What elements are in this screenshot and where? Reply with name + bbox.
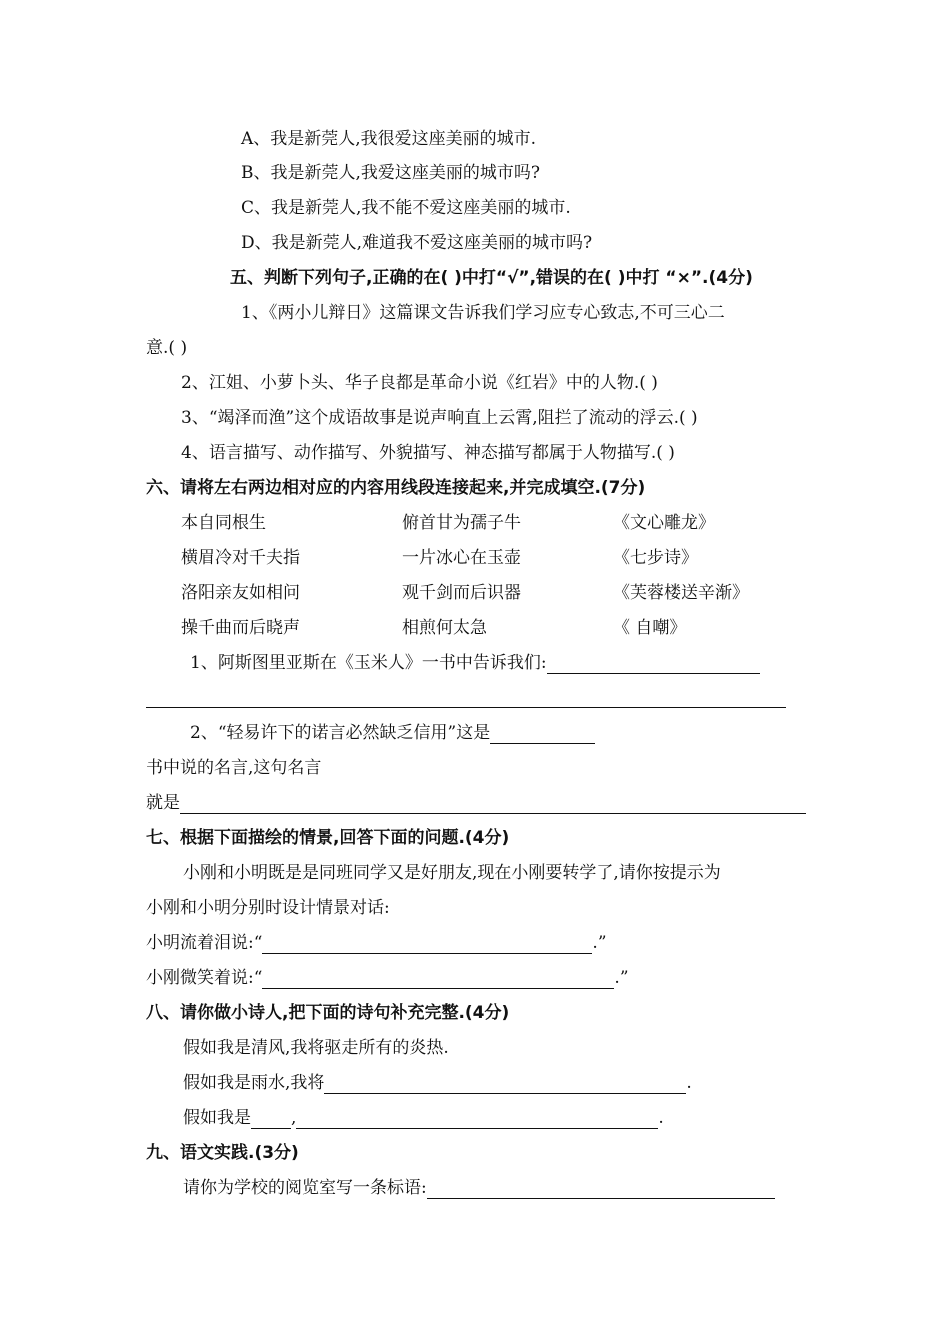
section5-heading: 五、判断下列句子,正确的在( )中打“√”,错误的在( )中打 “×”.(4分) <box>230 268 753 288</box>
slogan-line <box>183 1177 775 1199</box>
gang-prefix: 小刚微笑着说:“ <box>146 968 263 988</box>
section7-desc-line2: 小刚和小明分别时设计情景对话: <box>146 898 390 918</box>
right-item-1: 《文心雕龙》 <box>613 513 715 533</box>
fill2-blank-meaning[interactable] <box>180 795 806 814</box>
poem-line2-suffix: . <box>686 1073 692 1093</box>
fill2-end-line <box>146 792 806 814</box>
middle-item-3: 观千剑而后识器 <box>402 583 521 603</box>
section7-desc-line1: 小刚和小明既是是同班同学又是好朋友,现在小刚要转学了,请你按提示为 <box>183 863 721 883</box>
gang-dialogue-line <box>146 967 629 989</box>
section7-heading: 七、根据下面描绘的情景,回答下面的问题.(4分) <box>146 828 510 848</box>
poem-line3 <box>183 1107 664 1129</box>
poem-line1: 假如我是清风,我将驱走所有的炎热. <box>183 1038 449 1058</box>
left-item-2: 横眉冷对千夫指 <box>181 548 300 568</box>
poem-line3-mid: , <box>291 1108 297 1128</box>
option-b: B、我是新莞人,我爱这座美丽的城市吗? <box>241 163 541 183</box>
section9-heading: 九、语文实践.(3分) <box>146 1143 299 1163</box>
gang-suffix: .” <box>614 968 629 988</box>
fill2-blank-book[interactable] <box>490 725 595 744</box>
poem-line3-blank-subject[interactable] <box>251 1110 291 1129</box>
fill1-blank-line2[interactable] <box>146 707 786 708</box>
poem-line2-prefix: 假如我是雨水,我将 <box>183 1073 325 1093</box>
fill2-cont: 书中说的名言,这句名言 <box>146 758 322 778</box>
left-item-3: 洛阳亲友如相问 <box>181 583 300 603</box>
option-d: D、我是新莞人,难道我不爱这座美丽的城市吗? <box>241 233 593 253</box>
middle-item-1: 俯首甘为孺子牛 <box>402 513 521 533</box>
section5-q4: 4、语言描写、动作描写、外貌描写、神态描写都属于人物描写.( ) <box>181 443 675 463</box>
slogan-blank[interactable] <box>427 1180 775 1199</box>
left-item-4: 操千曲而后晓声 <box>181 618 300 638</box>
left-item-1: 本自同根生 <box>181 513 266 533</box>
fill2-end-label: 就是 <box>146 793 180 813</box>
right-item-4: 《 自嘲》 <box>613 618 687 638</box>
poem-line2 <box>183 1072 692 1094</box>
fill1-prompt: 1、阿斯图里亚斯在《玉米人》一书中告诉我们: <box>190 653 547 673</box>
fill1-blank[interactable] <box>547 655 760 674</box>
poem-line3-prefix: 假如我是 <box>183 1108 251 1128</box>
slogan-prompt: 请你为学校的阅览室写一条标语: <box>183 1178 427 1198</box>
option-c: C、我是新莞人,我不能不爱这座美丽的城市. <box>241 198 571 218</box>
section5-q1-line2: 意.( ) <box>146 338 188 358</box>
gang-blank[interactable] <box>262 970 614 989</box>
option-a: A、我是新莞人,我很爱这座美丽的城市. <box>241 129 537 149</box>
fill1-line <box>190 652 760 674</box>
section5-q2: 2、江姐、小萝卜头、华子良都是革命小说《红岩》中的人物.( ) <box>181 373 658 393</box>
ming-dialogue-line <box>146 932 607 954</box>
right-item-3: 《芙蓉楼送辛渐》 <box>613 583 749 603</box>
poem-line3-suffix: . <box>658 1108 664 1128</box>
section5-q1-line1: 1、《两小儿辩日》这篇课文告诉我们学习应专心致志,不可三心二 <box>241 303 725 323</box>
section5-q3: 3、“竭泽而渔”这个成语故事是说声响直上云霄,阻拦了流动的浮云.( ) <box>181 408 698 428</box>
middle-item-4: 相煎何太急 <box>402 618 487 638</box>
right-item-2: 《七步诗》 <box>613 548 698 568</box>
poem-line3-blank-action[interactable] <box>296 1110 658 1129</box>
middle-item-2: 一片冰心在玉壶 <box>402 548 521 568</box>
ming-blank[interactable] <box>262 935 592 954</box>
poem-line2-blank[interactable] <box>324 1075 686 1094</box>
fill2-prompt: 2、“轻易许下的诺言必然缺乏信用”这是 <box>190 723 491 743</box>
section6-heading: 六、请将左右两边相对应的内容用线段连接起来,并完成填空.(7分) <box>146 478 646 498</box>
ming-prefix: 小明流着泪说:“ <box>146 933 263 953</box>
ming-suffix: .” <box>592 933 607 953</box>
section8-heading: 八、请你做小诗人,把下面的诗句补充完整.(4分) <box>146 1003 510 1023</box>
fill2-line <box>190 722 595 744</box>
